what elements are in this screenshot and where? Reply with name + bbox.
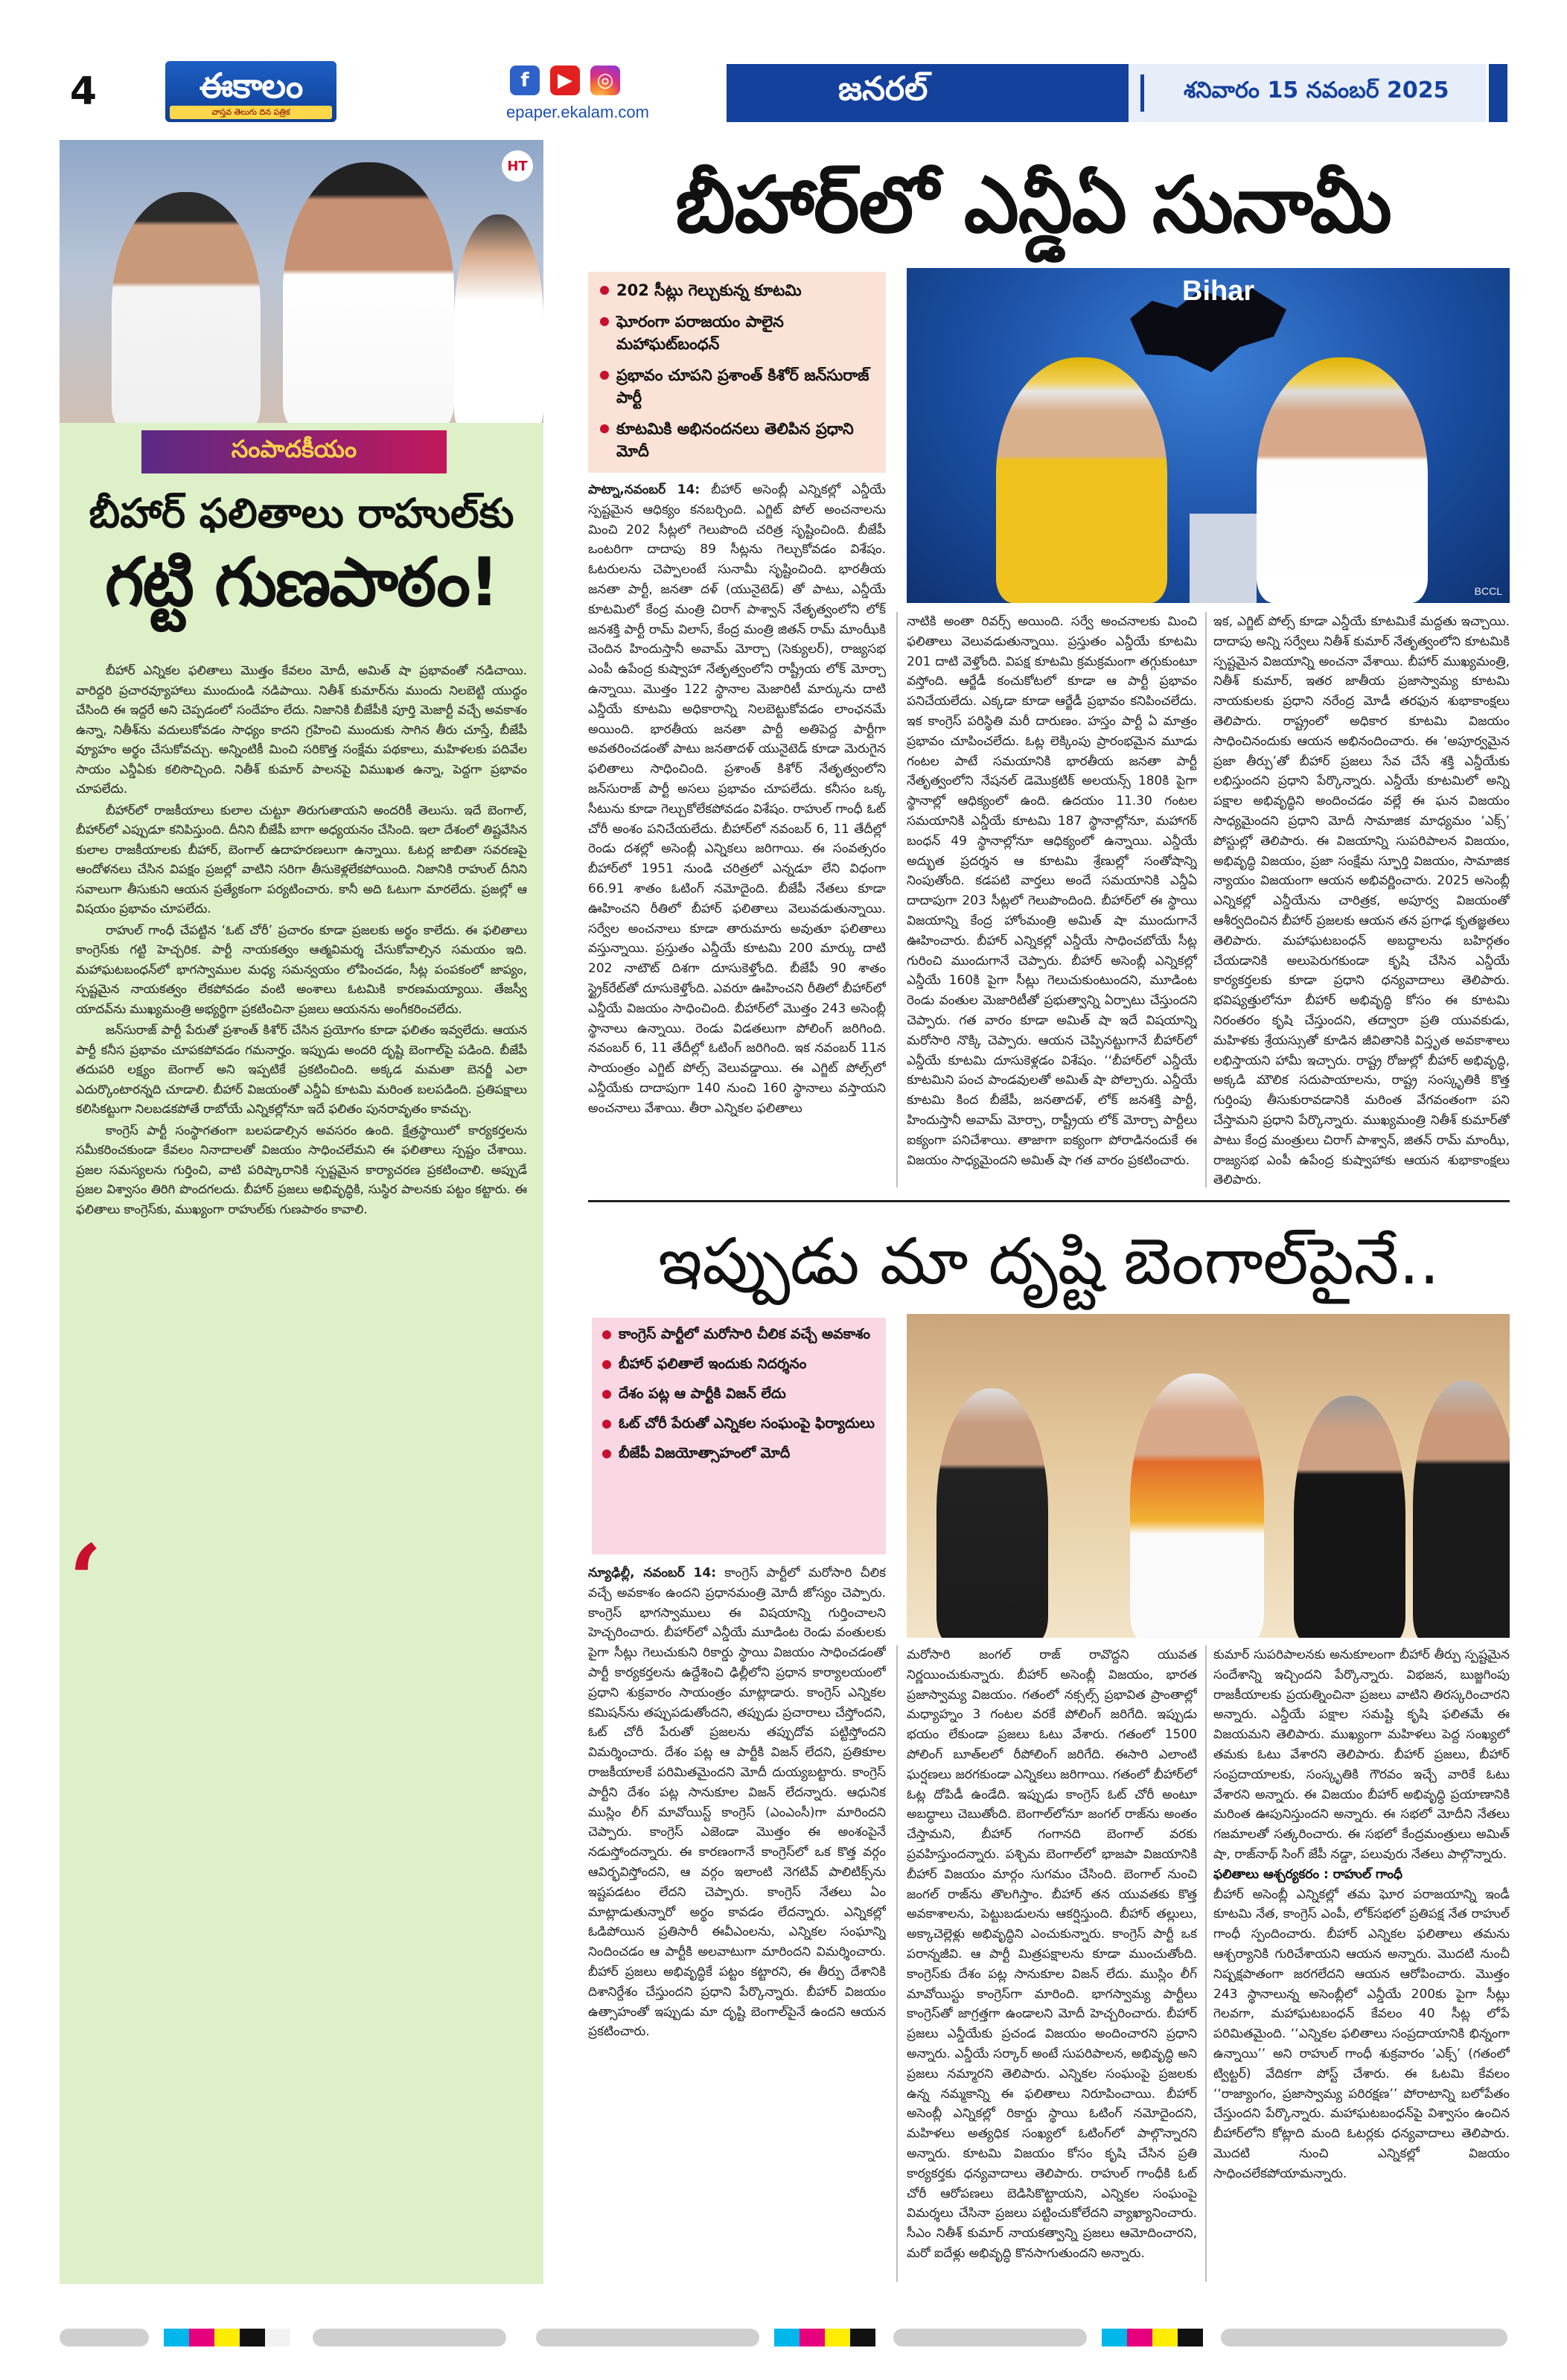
bihar-column-3 [1213, 612, 1510, 1187]
color-swatch [1152, 2329, 1178, 2346]
highlight-item: కూటమికి అభినందనలు తెలిపిన ప్రధాని మోదీ [597, 418, 877, 462]
youtube-icon[interactable]: ▶ [550, 66, 580, 95]
section-title: జనరల్ [727, 64, 1129, 122]
logo-wordmark: ఈకాలం [199, 66, 303, 106]
bengal-highlights [592, 1318, 886, 1554]
highlight-item: బీజేపీ విజయోత్సాహంలో మోదీ [599, 1443, 878, 1464]
photo-person [936, 1388, 1048, 1638]
color-swatch [1127, 2329, 1152, 2346]
color-swatch [1178, 2329, 1203, 2346]
header-end-block [1489, 64, 1507, 122]
dateline: పాట్నా,నవంబర్ 14: [588, 482, 700, 497]
column-divider [1205, 1645, 1207, 2282]
color-swatches [164, 2329, 290, 2346]
editorial-paragraph: రాహుల్ గాంధీ చేపట్టిన ‘ఓట్ చోరీ’ ప్రచారం కూడా ప్రజలకు అర్థం కాలేదు. ఈ ఫలితాలు కాంగ్రెస్‌కు గట్టి హెచ్చరిక. పార్టీ నాయకత్వం ఆత్మవిమర్శ చేసుకోవాల్సిన సమయం ఇది. మహాఘటబంధన్‌లో భాగస్వాముల మధ్య సమన్వయం లోపించడం, సీట్ల పంపకంలో జాప్యం, స్పష్టమైన నాయకత్వం లేకపోవడం వంటి అంశాలు ఓటమికి కారణమయ్యాయి. తేజస్వీ యాదవ్‌ను ముఖ్యమంత్రి అభ్యర్థిగా ప్రకటించినా ప్రజలు ఆయనను అంగీకరించలేదు. [76, 922, 527, 1016]
highlight-item: 202 సీట్లు గెల్చుకున్న కూటమి [597, 279, 877, 302]
highlight-item: ప్రభావం చూపని ప్రశాంత్ కిశోర్ జన్‌సురాజ్ పార్టీ [597, 364, 877, 409]
bihar-headline[interactable]: బీహార్‌లో ఎన్డీఏ సునామీ [675, 159, 1391, 250]
photo-source-badge: HT [502, 150, 533, 182]
photo-podium [1190, 514, 1257, 603]
article-text: మరోసారి జంగల్ రాజ్ రావొద్దని యువత నిర్ణయించుకున్నారు. బీహార్ అసెంబ్లీ విజయం, భారత ప్రజాస్వామ్య విజయం. గతంలో నక్సల్స్ ప్రభావిత ప్రాంతాల్లో మధ్యాహ్నం 3 గంటల వరకే పోలింగ్ జరిగేది. ఇప్పుడు భయం లేకుండా ప్రజలు ఓటు వేశారు. గతంలో 1500 పోలింగ్ బూత్‌లలో రీపోలింగ్ జరిగేది. ఈసారి ఎలాంటి ఘర్షణలు జరగకుండా ఎన్నికలు జరిగాయి. గతంలో బీహార్‌లో ఓట్ల దోపిడీ ఉండేది. ఇప్పుడు కాంగ్రెస్ ఓట్ చోరీ అంటూ అబద్ధాలు చెబుతోంది. బెంగాల్‌లోనూ జంగల్ రాజ్‌ను అంతం చేస్తామని, బీహార్ గంగానది బెంగాల్ వరకు ప్రవహిస్తుందన్నారు. పశ్చిమ బెంగాల్‌లో భాజపా విజయానికి బీహార్ విజయం మార్గం సుగమం చేసింది. బెంగాల్ నుంచి జంగల్ రాజ్‌ను తొలగిస్తాం. బీహార్ తన యువతకు కొత్త అవకాశాలను, పెట్టుబడులను ఆకర్షిస్తుంది. బీహార్ తల్లులు, అక్కాచెల్లెళ్లు అభివృద్ధిని ఎంచుకున్నారు. కాంగ్రెస్ పార్టీ ఒక పరాన్నజీవి. ఆ పార్టీ మిత్రపక్షాలను కూడా ముంచుతోంది. కాంగ్రెస్‌కు దేశం పట్ల సానుకూల విజన్ లేదు. ముస్లిం లీగ్ మావోయిస్టు కాంగ్రెస్‌గా మారింది. భాగస్వామ్య పార్టీలు కాంగ్రెస్‌తో జాగ్రత్తగా ఉండాలని మోదీ హెచ్చరించారు. బీహార్ ప్రజలు ఎన్డీయేకు ప్రచండ విజయం అందించారని ప్రధాని అన్నారు. ఎన్డీయే సర్కార్ అంటే సుపరిపాలన, అభివృద్ధి అని ప్రజలు నమ్మారని తెలిపారు. ఎన్నికల సంఘంపై ప్రజలకు ఉన్న నమ్మకాన్ని ఈ ఫలితాలు నిరూపించాయి. బీహార్ అసెంబ్లీ ఎన్నికల్లో రికార్డు స్థాయి ఓటింగ్ నమోదైందని, మహిళలు అత్యధిక సంఖ్యలో ఓటింగ్‌లో పాల్గొన్నారని అన్నారు. కూటమి విజయం కోసం కృషి చేసిన ప్రతి కార్యకర్తకు ధన్యవాదాలు తెలిపారు. రాహుల్ గాంధీకి ఓట్ చోరీ ఆరోపణలు బెడిసికొట్టాయని, ఎన్నికల సంఘంపై విమర్శలు చేసినా ప్రజలు పట్టించుకోలేదని వ్యాఖ్యానించారు. సీఎం నితీశ్ కుమార్ నాయకత్వాన్ని ప్రజలు ఆమోదించారని, మరో ఐదేళ్లు అభివృద్ధి కొనసాగుతుందని అన్నారు. [907, 1647, 1197, 2261]
color-swatches [1102, 2329, 1203, 2346]
editorial-photo [60, 140, 543, 423]
photo-credit: BCCL [1474, 585, 1502, 597]
quote-mark: ‘ [68, 1523, 103, 1637]
header-divider [1140, 74, 1144, 112]
highlight-item: దేశం పట్ల ఆ పార్టీకి విజన్ లేదు [599, 1383, 878, 1404]
bihar-column-2 [907, 612, 1197, 1187]
bengal-column-2 [907, 1645, 1197, 2282]
column-divider [1205, 612, 1207, 1187]
editorial-label: సంపాదకీయం [141, 430, 447, 473]
article-subhead: ఫలితాలు ఆశ్చర్యకరం : రాహుల్ గాంధీ [1213, 1866, 1403, 1882]
bengal-photo [907, 1314, 1510, 1638]
registration-bar [536, 2329, 759, 2346]
article-text: నాటికి అంతా రివర్స్ అయింది. సర్వే అంచనాలకు మించి ఫలితాలు వెలువడుతున్నాయి. ప్రస్తుతం ఎన్డీయే కూటమి 201 దాటి వెళ్తోంది. విపక్ష కూటమి క్రమక్రమంగా తగ్గుకుంటూ వస్తోంది. ఆర్జేడీ కంచుకోటలో కూడా ఆ పార్టీ ప్రభావం పనిచేయలేదు. ఎక్కడా కూడా ఆర్జేడీ ప్రభావం కనిపించలేదు. ఇక కాంగ్రెస్ పరిస్థితి మరీ దారుణం. హస్తం పార్టీ ఏ మాత్రం ప్రభావం చూపించలేదు. ఓట్ల లెక్కింపు ప్రారంభమైన మూడు గంటల పాటే సమయానికి భారతీయ జనతా పార్టీ నేతృత్వంలోని నేషనల్ డెమొక్రటిక్ అలయన్స్ 180కి పైగా స్థానాల్లో ఆధిక్యంలో ఉంది. ఉదయం 11.30 గంటల సమయానికి ఎన్డీయే కూటమి 187 స్థానాల్లోనూ, మహాగఠ్ బంధన్ 49 స్థానాల్లోనూ ఆధిక్యంలో ఉన్నాయి. ఎన్డీయే అద్భుత ప్రదర్శన ఆ కూటమి శ్రేణుల్లో సంతోషాన్ని నింపుతోంది. కడపటి వార్తలు అందే సమయానికి ఎన్డీఏ దాదాపుగా 203 సీట్లలో గెలుపొందింది. బీహార్‌లో ఈ స్థాయి విజయాన్ని కేంద్ర హోంమంత్రి అమిత్ షా ముందుగానే ఊహించారు. బీహార్ ఎన్నికల్లో ఎన్డీయే సాధించబోయే సీట్ల గురించి ముందుగానే చెప్పారు. బీహార్ అసెంబ్లీ ఎన్నికల్లో ఎన్డీయే 160కి పైగా సీట్లు గెలుచుకుంటుందని, మూడింట రెండు వంతుల మెజారిటీతో ప్రభుత్వాన్ని ఏర్పాటు చేస్తుందని చెప్పారు. గత వారం కూడా అమిత్ షా ఇదే విషయాన్ని మరోసారి నొక్కి చెప్పారు. ఆయన చెప్పినట్టుగానే బీహార్‌లో ఎన్డీయే కూటమి దూసుకెళ్లడం విశేషం. ‘‘బీహార్‌లో ఎన్డీయే కూటమిని పంచ పాండవులతో అమిత్ షా పోల్చారు. ఎన్డీయే కూటమి కింద బీజేపీ, జనతాదళ్, లోక్ జనశక్తి పార్టీ, హిందుస్తానీ అవామ్ మోర్చా, రాష్ట్రీయ లోక్ మోర్చా పార్టీలు ఐక్యంగా పనిచేశాయి. తాజాగా ఐక్యంగా పోరాడినందుకే ఈ విజయం సాధ్యమైందని అమిత్ షా గత వారం ప్రకటించారు. [907, 614, 1197, 1168]
instagram-icon[interactable]: ◎ [590, 66, 620, 95]
highlight-item: కాంగ్రెస్ పార్టీలో మరోసారి చీలిక వచ్చే అవకాశం [599, 1324, 878, 1344]
article-text: బీహార్ అసెంబ్లీ ఎన్నికల్లో ఎన్డీయే స్పష్టమైన ఆధిక్యం కనబర్చింది. ఎగ్జిట్ పోల్ అంచనాలను మించి 202 సీట్లలో గెలుపొంది చరిత్ర సృష్టించింది. బీజేపీ ఒంటరిగా దాదాపు 89 సీట్లను గెల్చుకోవడం విశేషం. ఓటరులను చెప్పాలంటే సునామీ సృష్టించింది. భారతీయ జనతా పార్టీ, జనతా దళ్ (యునైటెడ్) తో పాటు, ఎన్డీయే కూటమిలో కేంద్ర మంత్రి చిరాగ్ పాశ్వాన్ నేతృత్వంలోని లోక్ జనశక్తి పార్టీ రామ్ విలాస్, కేంద్ర మంత్రి జితన్ రామ్ మాంఝీకి చెందిన హిందుస్తానీ అవామ్ మోర్చా (సెక్యులర్), రాజ్యసభ ఎంపీ ఉపేంద్ర కుష్వాహా నేతృత్వంలోని రాష్ట్రీయ లోక్ మోర్చా ఉన్నాయి. మొత్తం 122 స్థానాల మెజారిటీ మార్కును దాటి ఎన్డీయే కూటమి అధికారాన్ని నిలబెట్టుకోవడం లాంఛనమే అయింది. భారతీయ జనతా పార్టీ అతిపెద్ద పార్టీగా అవతరించడంతో పాటు జనతాదళ్ యునైటెడ్ కూడా మెరుగైన ఫలితాలు సాధించింది. ప్రశాంత్ కిశోర్ నేతృత్వంలోని జన్‌సురాజ్ పార్టీ అసలు ప్రభావం చూపలేదు. కనీసం ఒక్క సీటును కూడా గెల్చుకోలేకపోవడం విశేషం. రాహుల్ గాంధీ ఓట్ చోరీ అంశం పనిచేయలేదు. బీహార్‌లో నవంబర్ 6, 11 తేదీల్లో రెండు దశల్లో అసెంబ్లీ ఎన్నికలు జరిగాయి. ఈ సంవత్సరం బీహార్‌లో 1951 నుండి చరిత్రలో ఎన్నడూ లేని విధంగా 66.91 శాతం ఓటింగ్ నమోదైంది. బీజేపీ నేతలు కూడా ఊహించని రీతిలో బీహార్ ఫలితాలు వెలువడుతున్నాయి. సర్వేల అంచనాలు కూడా తారుమారు అవుతూ ఫలితాలు వస్తున్నాయి. ప్రస్తుతం ఎన్డీయే కూటమి 200 మార్కు దాటి 202 నాటౌట్ దిశగా దూసుకెళ్తోంది. బీజేపీ 90 శాతం స్ట్రైక్‌రేట్‌తో దూసుకెళ్తోంది. ఎవరూ ఊహించని రీతిలో బీహార్‌లో ఎన్డీయే విజయం సాధించింది. బీహార్‌లో మొత్తం 243 అసెంబ్లీ స్థానాలు ఉన్నాయి. రెండు విడతలుగా పోలింగ్ జరిగింది. నవంబర్ 6, 11 తేదీల్లో ఓటింగ్ జరిగింది. ఇక నవంబర్ 11న సాయంత్రం ఎగ్జిట్ పోల్స్ వెలువడ్డాయి. ఈ ఎగ్జిట్ పోల్స్‌లో ఎన్డీయేకు దాదాపుగా 140 నుంచి 160 స్థానాలు వస్తాయని అంచనాలు వేశాయి. తీరా ఎన్నికల ఫలితాలు [588, 482, 886, 1116]
registration-bar [313, 2329, 506, 2346]
editorial-paragraph: బీహార్‌లో రాజకీయాలు కులాల చుట్టూ తిరుగుతాయని అందరికీ తెలుసు. ఇదే బెంగాల్, బీహార్‌లో ఎప్పుడూ కనిపిస్తుంది. దీనిని బీజేపీ బాగా అధ్యయనం చేసింది. ఇలా దేశంలో తిష్టవేసిన కులాల రాజకీయాలకు బీహార్, బెంగాల్ ఉదాహరణలుగా ఉన్నాయి. ఓటర్ల జాబితా సవరణపై ఆందోళనలు చేసిన విపక్షం ప్రజల్లో వాటిని సరిగా తీసుకెళ్లలేకపోయింది. నిజానికి రాహుల్ దీనిని సవాలుగా తీసుకుని ఆయన ప్రత్యేకంగా పర్యటించారు. కానీ అది ఓటుగా మారలేదు. ప్రజల్లో ఆ విషయం ప్రభావం చూపలేదు. [76, 803, 527, 916]
bihar-column-1 [588, 480, 886, 1187]
highlight-item: బీహార్ ఫలితాలే ఇందుకు నిదర్శనం [599, 1353, 878, 1374]
registration-bar [1221, 2329, 1507, 2346]
bengal-headline[interactable]: ఇప్పుడు మా దృష్టి బెంగాల్‌పైనే.. [658, 1225, 1440, 1299]
issue-date: శనివారం 15 నవంబర్ 2025 [1184, 77, 1449, 103]
print-registration-strip [60, 2329, 1507, 2346]
column-divider [896, 1645, 898, 2282]
social-links [510, 66, 620, 95]
bihar-highlights [588, 272, 886, 473]
editorial-paragraph: బీహార్ ఎన్నికల ఫలితాలు మొత్తం కేవలం మోదీ, అమిత్ షా ప్రభావంతో నడిచాయి. వారిద్దరి ప్రచారవ్యూహాలు ముందుండి నడిపాయి. నితీశ్ కుమార్‌ను ముందు నిలబెట్టి యుద్ధం చేసింది ఈ ఇద్దరే అని చెప్పడంలో సందేహం లేదు. నిజానికి బీజేపీకి పూర్తి మెజార్టీ వచ్చే అవకాశం ఉన్నా, నితీశ్‌ను వదులుకోవడం సాధ్యం కాదని గ్రహించి ముందుకు సాగిన తీరు చూస్తే, బీజేపీ వ్యూహం అర్థం చేసుకోవచ్చు. అన్నింటికీ మించి సరికొత్త సంక్షేమ పథకాలు, మహిళలకు పదివేల సాయం ఎన్డీఏకు కలిసొచ్చింది. నితీశ్ కుమార్ పాలనపై విముఖత ఉన్నా, పెద్దగా ప్రభావం చూపలేదు. [76, 663, 527, 796]
story-separator [588, 1200, 1510, 1202]
bihar-photo [907, 268, 1510, 603]
color-swatch [240, 2329, 265, 2346]
article-text: ఇక, ఎగ్జిట్ పోల్స్ కూడా ఎన్డీయే కూటమికే మద్దతు ఇచ్చాయి. దాదాపు అన్ని సర్వేలు నితీశ్ కుమార్ నేతృత్వంలోని కూటమికి స్పష్టమైన విజయాన్ని అంచనా వేశాయి. బీహార్ ముఖ్యమంత్రి, నితీశ్ కుమార్, ఇతర జాతీయ ప్రజాస్వామ్య కూటమి నాయకులకు ప్రధాని నరేంద్ర మోడీ తరఫున శుభాకాంక్షలు తెలిపారు. రాష్ట్రంలో అధికార కూటమి విజయం సాధించినందుకు ఆయన అభినందించారు. ఈ ‘అపూర్వమైన ప్రజా తీర్పు’తో బీహార్ ప్రజలు సేవ చేసే శక్తి ఎన్డీయేకు లభిస్తుందని ప్రధాని పేర్కొన్నారు. ఎన్డీయే కూటమిలో అన్ని పక్షాల అభివృద్ధిని అందించడం వల్లే ఈ ఘన విజయం సాధ్యమైందని ప్రధాని మోదీ సామాజిక మాధ్యమం ‘ఎక్స్’ పోస్టుల్లో తెలిపారు. ఈ విజయాన్ని సుపరిపాలన విజయం, అభివృద్ధి విజయం, ప్రజా సంక్షేమ స్ఫూర్తి విజయం, సామాజిక న్యాయం విజయంగా ఆయన అభివర్ణించారు. 2025 అసెంబ్లీ ఎన్నికల్లో ఎన్డీయేను చారిత్రక, అపూర్వ విజయంతో ఆశీర్వదించిన బీహార్ ప్రజలకు ఆయన తన ప్రగాఢ కృతజ్ఞతలు తెలిపారు. మహాఘటబంధన్ అబద్ధాలను బహిర్గతం చేయడానికి అలుపెరుగకుండా కృషి చేసిన ఎన్డీయే కార్యకర్తలకు కూడా ప్రధాని ధన్యవాదాలు తెలిపారు. భవిష్యత్తులోనూ బీహార్ అభివృద్ధి కోసం ఈ కూటమి నిరంతరం కృషి చేస్తుందని, తద్వారా ప్రతి యువకుడు, మహిళకు శ్రేయస్సుతో కూడిన జీవితానికి విస్తృత అవకాశాలు లభిస్తాయని హామీ ఇచ్చారు. రాష్ట్ర రోజుల్లో బీహార్ అభివృద్ధి, అక్కడి మౌలిక సదుపాయాలను, రాష్ట్ర సంస్కృతికి కొత్త గుర్తింపు తీసుకురావడానికి మరింత వేగవంతంగా పని చేస్తామని ప్రధాని పేర్కొన్నారు. ముఖ్యమంత్రి నితీశ్ కుమార్‌తో పాటు కేంద్ర మంత్రులు చిరాగ్ పాశ్వాన్, జితన్ రామ్ మాంఝీ, రాజ్యసభ ఎంపీ ఉపేంద్ర కుష్వాహాకు ఆయన శుభాకాంక్షలు తెలిపారు. [1213, 614, 1510, 1187]
logo-tagline: వాస్తవ తెలుగు దిన పత్రిక [170, 106, 332, 119]
editorial-paragraph: జన్‌సురాజ్ పార్టీ పేరుతో ప్రశాంత్ కిశోర్ చేసిన ప్రయోగం కూడా ఫలితం ఇవ్వలేదు. ఆయన పార్టీ కనీస ప్రభావం చూపకపోవడం గమనార్హం. ఇప్పుడు అందరి దృష్టి బెంగాల్‌పై పడింది. బీజేపీ తదుపరి లక్ష్యం బెంగాల్ అని ఇప్పటికే ప్రకటించింది. అక్కడ మమతా బెనర్జీ ఎలా ఎదుర్కొంటారన్నది చూడాలి. బీహార్ విజయంతో ఎన్డీఏ కూటమి మరింత బలపడింది. ప్రతిపక్షాలు కలిసికట్టుగా నిలబడకపోతే రాబోయే ఎన్నికల్లోనూ ఇదే ఫలితం పునరావృతం కావచ్చు. [76, 1023, 527, 1116]
editorial-headline-line2: గట్టి గుణపాఠం! [104, 543, 499, 622]
color-swatch [189, 2329, 214, 2346]
article-text: బీహార్ అసెంబ్లీ ఎన్నికల్లో తమ ఘోర పరాజయాన్ని ఇండీ కూటమి నేత, కాంగ్రెస్ ఎంపీ, లోక్‌సభలో ప్రతిపక్ష నేత రాహుల్ గాంధీ స్పందించారు. బీహార్ ఎన్నికల ఫలితాలు తమను ఆశ్చర్యానికి గురిచేశాయని ఆయన అన్నారు. మొదటి నుంచీ నిష్పక్షపాతంగా జరగలేదని ఆయన ఆరోపించారు. మొత్తం 243 స్థానాలున్న అసెంబ్లీలో ఎన్డీయే 200కు పైగా సీట్లు గెలవగా, మహాఘటబంధన్ కేవలం 40 సీట్ల లోపే పరిమితమైంది. ‘‘ఎన్నికల ఫలితాలు సంప్రదాయానికి భిన్నంగా ఉన్నాయి’’ అని రాహుల్ గాంధీ శుక్రవారం ‘ఎక్స్’ (గతంలో ట్విట్టర్) వేదికగా పోస్ట్ చేశారు. ఈ ఓటమి కేవలం ‘‘రాజ్యాంగం, ప్రజాస్వామ్య పరిరక్షణ’’ పోరాటాన్ని బలోపేతం చేస్తుందని పేర్కొన్నారు. మహాఘటబంధన్‌పై విశ్వాసం ఉంచిన బీహార్‌లోని కోట్లాది మంది ఓటర్లకు ధన్యవాదాలు తెలిపారు. మొదటి నుంచి ఎన్నికల్లో విజయం సాధించలేకపోయామన్నారు. [1213, 1886, 1510, 2181]
color-swatch [774, 2329, 800, 2346]
editorial-column [60, 140, 543, 2284]
editorial-headline-line1: బీహార్ ఫలితాలు రాహుల్‌కు [89, 490, 514, 537]
editorial-body [76, 661, 527, 2269]
masthead-logo[interactable] [165, 61, 336, 122]
highlight-item: ఘోరంగా పరాజయం పాలైన మహాఘట్‌బంధన్ [597, 310, 877, 355]
photo-person [454, 214, 543, 423]
photo-person [1257, 357, 1428, 603]
bengal-column-3 [1213, 1645, 1510, 2282]
facebook-icon[interactable]: f [510, 66, 540, 95]
color-swatch [850, 2329, 875, 2346]
photo-person [1130, 1374, 1264, 1638]
photo-person [283, 162, 454, 423]
photo-person [112, 192, 261, 423]
column-divider [896, 612, 898, 1187]
photo-person [1294, 1396, 1405, 1638]
highlight-item: ఓట్ చోరీ పేరుతో ఎన్నికల సంఘంపై ఫిర్యాదులు [599, 1413, 878, 1434]
bengal-column-1 [588, 1563, 886, 2282]
editorial-paragraph: కాంగ్రెస్ పార్టీ సంస్థాగతంగా బలపడాల్సిన అవసరం ఉంది. క్షేత్రస్థాయిలో కార్యకర్తలను సమీకరించకుండా కేవలం నినాదాలతో విజయం సాధించలేమని ఈ ఫలితాలు స్పష్టం చేశాయి. ప్రజల సమస్యలను గుర్తించి, వాటి పరిష్కారానికి స్పష్టమైన కార్యాచరణ ప్రకటించాలి. అప్పుడే ప్రజల విశ్వాసం తిరిగి పొందగలదు. బీహార్ ప్రజలు అభివృద్ధికి, సుస్థిర పాలనకు పట్టం కట్టారు. ఈ ఫలితాలు కాంగ్రెస్‌కు, ముఖ్యంగా రాహుల్‌కు గుణపాఠం కావాలి. [76, 1123, 527, 1216]
map-label: Bihar [1182, 275, 1255, 307]
article-text: కుమార్ సుపరిపాలనకు అనుకూలంగా బీహార్ తీర్పు స్పష్టమైన సందేశాన్ని ఇచ్చిందని పేర్కొన్నారు. విభజన, బుజ్జగింపు రాజకీయాలకు ప్రయత్నించినా ప్రజలు వాటిని తిరస్కరించారని అన్నారు. ఎన్డీయే పక్షాల సమష్టి కృషి ఫలితమే ఈ విజయమని తెలిపారు. ముఖ్యంగా మహిళలు పెద్ద సంఖ్యలో తమకు ఓటు వేశారని తెలిపారు. బీహార్ ప్రజలు, బీహార్ సంప్రదాయాలకు, సంస్కృతికి గౌరవం ఇచ్చే వారికే ఓటు వేశారని అన్నారు. ఈ విజయం బీహార్ అభివృద్ధి ప్రయాణానికి మరింత ఊపునిస్తుందని అన్నారు. ఈ సభలో మోదీని నేతలు గజమాలతో సత్కరించారు. ఈ సభలో కేంద్రమంత్రులు అమిత్ షా, రాజ్‌నాథ్ సింగ్ జేపీ నడ్డా, పలువురు నేతలు పాల్గొన్నారు. [1213, 1647, 1510, 1862]
color-swatch [800, 2329, 825, 2346]
photo-person [996, 357, 1167, 603]
color-swatches [774, 2329, 875, 2346]
registration-bar [60, 2329, 149, 2346]
dateline: న్యూఢిల్లీ, నవంబర్ 14: [588, 1566, 716, 1580]
photo-person [1413, 1381, 1510, 1638]
article-text: కాంగ్రెస్ పార్టీలో మరోసారి చీలిక వచ్చే అవకాశం ఉందని ప్రధానమంత్రి మోదీ జోస్యం చెప్పారు. కాంగ్రెస్ భాగస్వాములు ఈ విషయాన్ని గుర్తించాలని హెచ్చరించారు. బీహార్‌లో ఎన్డీయే మూడింట రెండు వంతులకు పైగా సీట్లు గెలుచుకుని రికార్డు స్థాయి విజయం సాధించడంతో పార్టీ కార్యకర్తలను ఉద్దేశించి ఢిల్లీలోని ప్రధాన కార్యాలయంలో ప్రధాని శుక్రవారం సాయంత్రం మాట్లాడారు. కాంగ్రెస్ ఎన్నికల కమిషన్‌ను తప్పుపడుతోందని, తప్పుడు ప్రచారాలు చేస్తోందని, ఓట్ చోరీ పేరుతో ప్రజలను తప్పుదోవ పట్టిస్తోందని విమర్శించారు. దేశం పట్ల ఆ పార్టీకి విజన్ లేదని, ప్రతికూల రాజకీయాలకే పరిమితమైందని మోదీ దుయ్యబట్టారు. కాంగ్రెస్ పార్టీని దేశం పట్ల సానుకూల విజన్ లేదన్నారు. ఆధునిక ముస్లిం లీగ్ మావోయిస్ట్ కాంగ్రెస్ (ఎంఎంసీ)గా మారిందని చెప్పారు. కాంగ్రెస్ ఎజెండా మొత్తం ఈ అంశంపైనే నడుస్తోందన్నారు. ఈ కారణంగానే కాంగ్రెస్‌లో ఒక కొత్త వర్గం ఆవిర్భవిస్తోందని, ఆ వర్గం ఇలాంటి నెగటివ్ పాలిటిక్స్‌ను ఇష్టపడటం లేదని చెప్పారు. కాంగ్రెస్ నేతలు ఏం మాట్లాడుతున్నారో అర్థం కావడం లేదన్నారు. ఎన్నికల్లో ఓడిపోయిన ప్రతిసారీ ఈవీఎంలను, ఎన్నికల సంఘాన్ని నిందించడం ఆ పార్టీకి అలవాటుగా మారిందని విమర్శించారు. బీహార్ ప్రజలు అభివృద్ధికే పట్టం కట్టారని, ఈ తీర్పు దేశానికి దిశానిర్దేశం చేస్తుందని ప్రధాని పేర్కొన్నారు. బీహార్ విజయం ఉత్సాహంతో ఇప్పుడు మా దృష్టి బెంగాల్‌పైనే ఉందని ఆయన ప్రకటించారు. [588, 1566, 886, 2040]
page-header [60, 58, 1507, 125]
registration-bar [893, 2329, 1087, 2346]
color-swatch [214, 2329, 240, 2346]
color-swatch [164, 2329, 189, 2346]
page-number: 4 [60, 58, 107, 125]
epaper-link[interactable]: epaper.ekalam.com [506, 103, 649, 121]
color-swatch [265, 2329, 290, 2346]
color-swatch [825, 2329, 850, 2346]
color-swatch [1102, 2329, 1127, 2346]
